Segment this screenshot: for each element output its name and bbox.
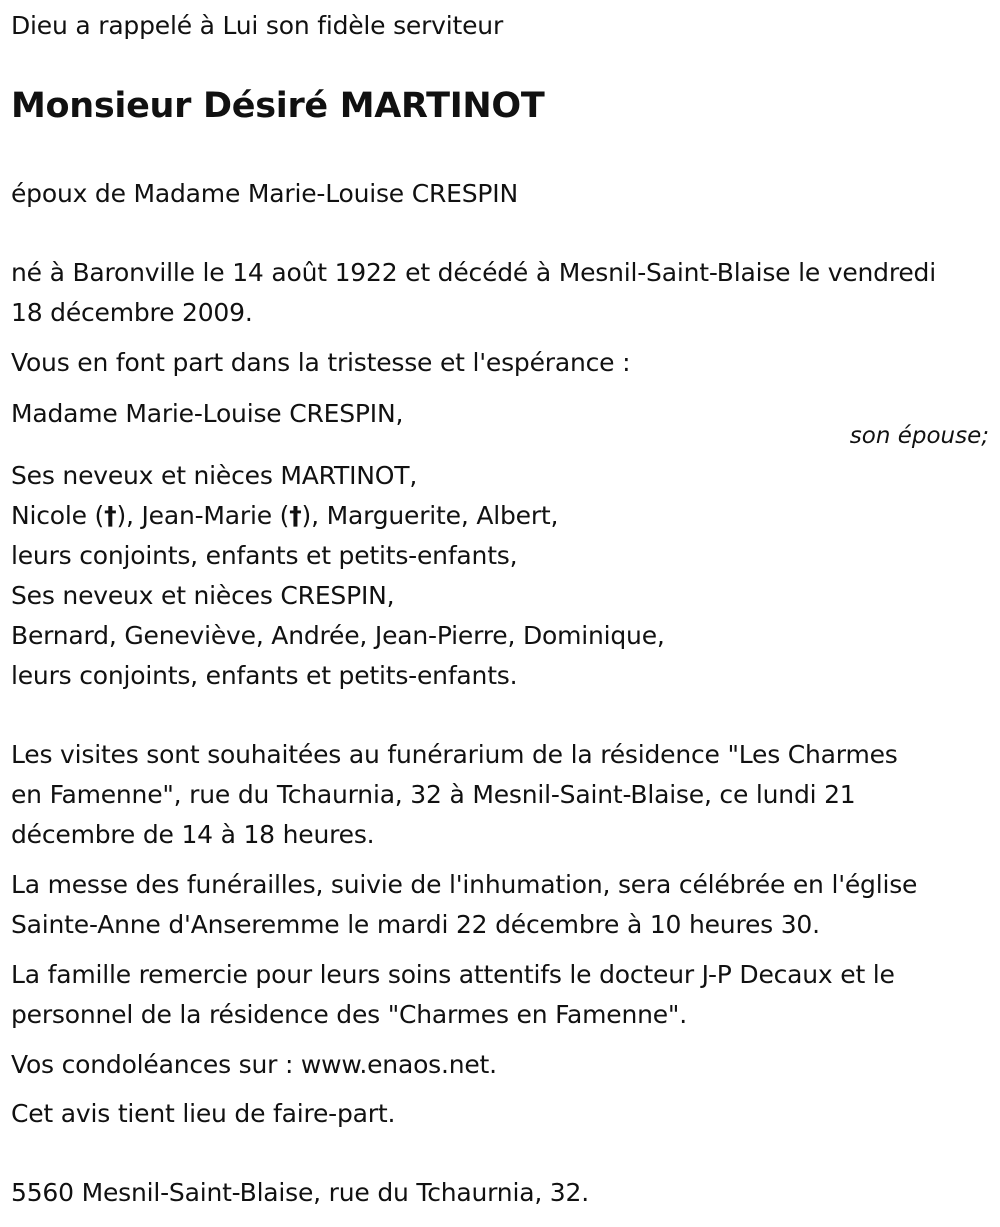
family-list (11, 456, 665, 696)
cross-icon: † (289, 501, 302, 530)
spouse-line: époux de Madame Marie-Louise CRESPIN (11, 179, 518, 208)
thanks-line: personnel de la résidence des "Charmes en Famenne". (11, 1000, 687, 1029)
deceased-name: Monsieur Désiré MARTINOT (11, 86, 545, 126)
martinot-names: Nicole (†), Jean-Marie (†), Marguerite, Albert, (11, 501, 559, 530)
visits-line: décembre de 14 à 18 heures. (11, 820, 375, 849)
crespin-names: Bernard, Geneviève, Andrée, Jean-Pierre, Dominique, (11, 621, 665, 650)
cross-icon: † (104, 501, 117, 530)
crespin-header: Ses neveux et nièces CRESPIN, (11, 581, 395, 610)
announce-text: Vous en font part dans la tristesse et l'espérance : (11, 348, 631, 377)
martinot-header: Ses neveux et nièces MARTINOT, (11, 461, 418, 490)
crespin-descendants: leurs conjoints, enfants et petits-enfants. (11, 661, 518, 690)
notice-text: Cet avis tient lieu de faire-part. (11, 1099, 396, 1128)
visits-line: en Famenne", rue du Tchaurnia, 32 à Mesnil-Saint-Blaise, ce lundi 21 (11, 780, 856, 809)
birth-death-paragraph (11, 253, 936, 333)
mass-line: La messe des funérailles, suivie de l'inhumation, sera célébrée en l'église (11, 870, 918, 899)
spouse-role: son épouse; (849, 423, 989, 449)
birth-death-line: né à Baronville le 14 août 1922 et décédé à Mesnil-Saint-Blaise le vendredi (11, 258, 936, 287)
intro-text: Dieu a rappelé à Lui son fidèle serviteur (11, 11, 504, 40)
thanks-paragraph (11, 955, 895, 1035)
mass-line: Sainte-Anne d'Anseremme le mardi 22 décembre à 10 heures 30. (11, 910, 820, 939)
mass-paragraph (11, 865, 917, 945)
condolences-text: Vos condoléances sur : www.enaos.net. (11, 1050, 497, 1079)
birth-death-line: 18 décembre 2009. (11, 298, 253, 327)
visits-line: Les visites sont souhaitées au funérarium de la résidence "Les Charmes (11, 740, 898, 769)
address-text: 5560 Mesnil-Saint-Blaise, rue du Tchaurnia, 32. (11, 1178, 589, 1207)
martinot-descendants: leurs conjoints, enfants et petits-enfants, (11, 541, 518, 570)
visits-paragraph (11, 735, 898, 855)
thanks-line: La famille remercie pour leurs soins attentifs le docteur J-P Decaux et le (11, 960, 895, 989)
spouse-name: Madame Marie-Louise CRESPIN, (11, 399, 404, 428)
